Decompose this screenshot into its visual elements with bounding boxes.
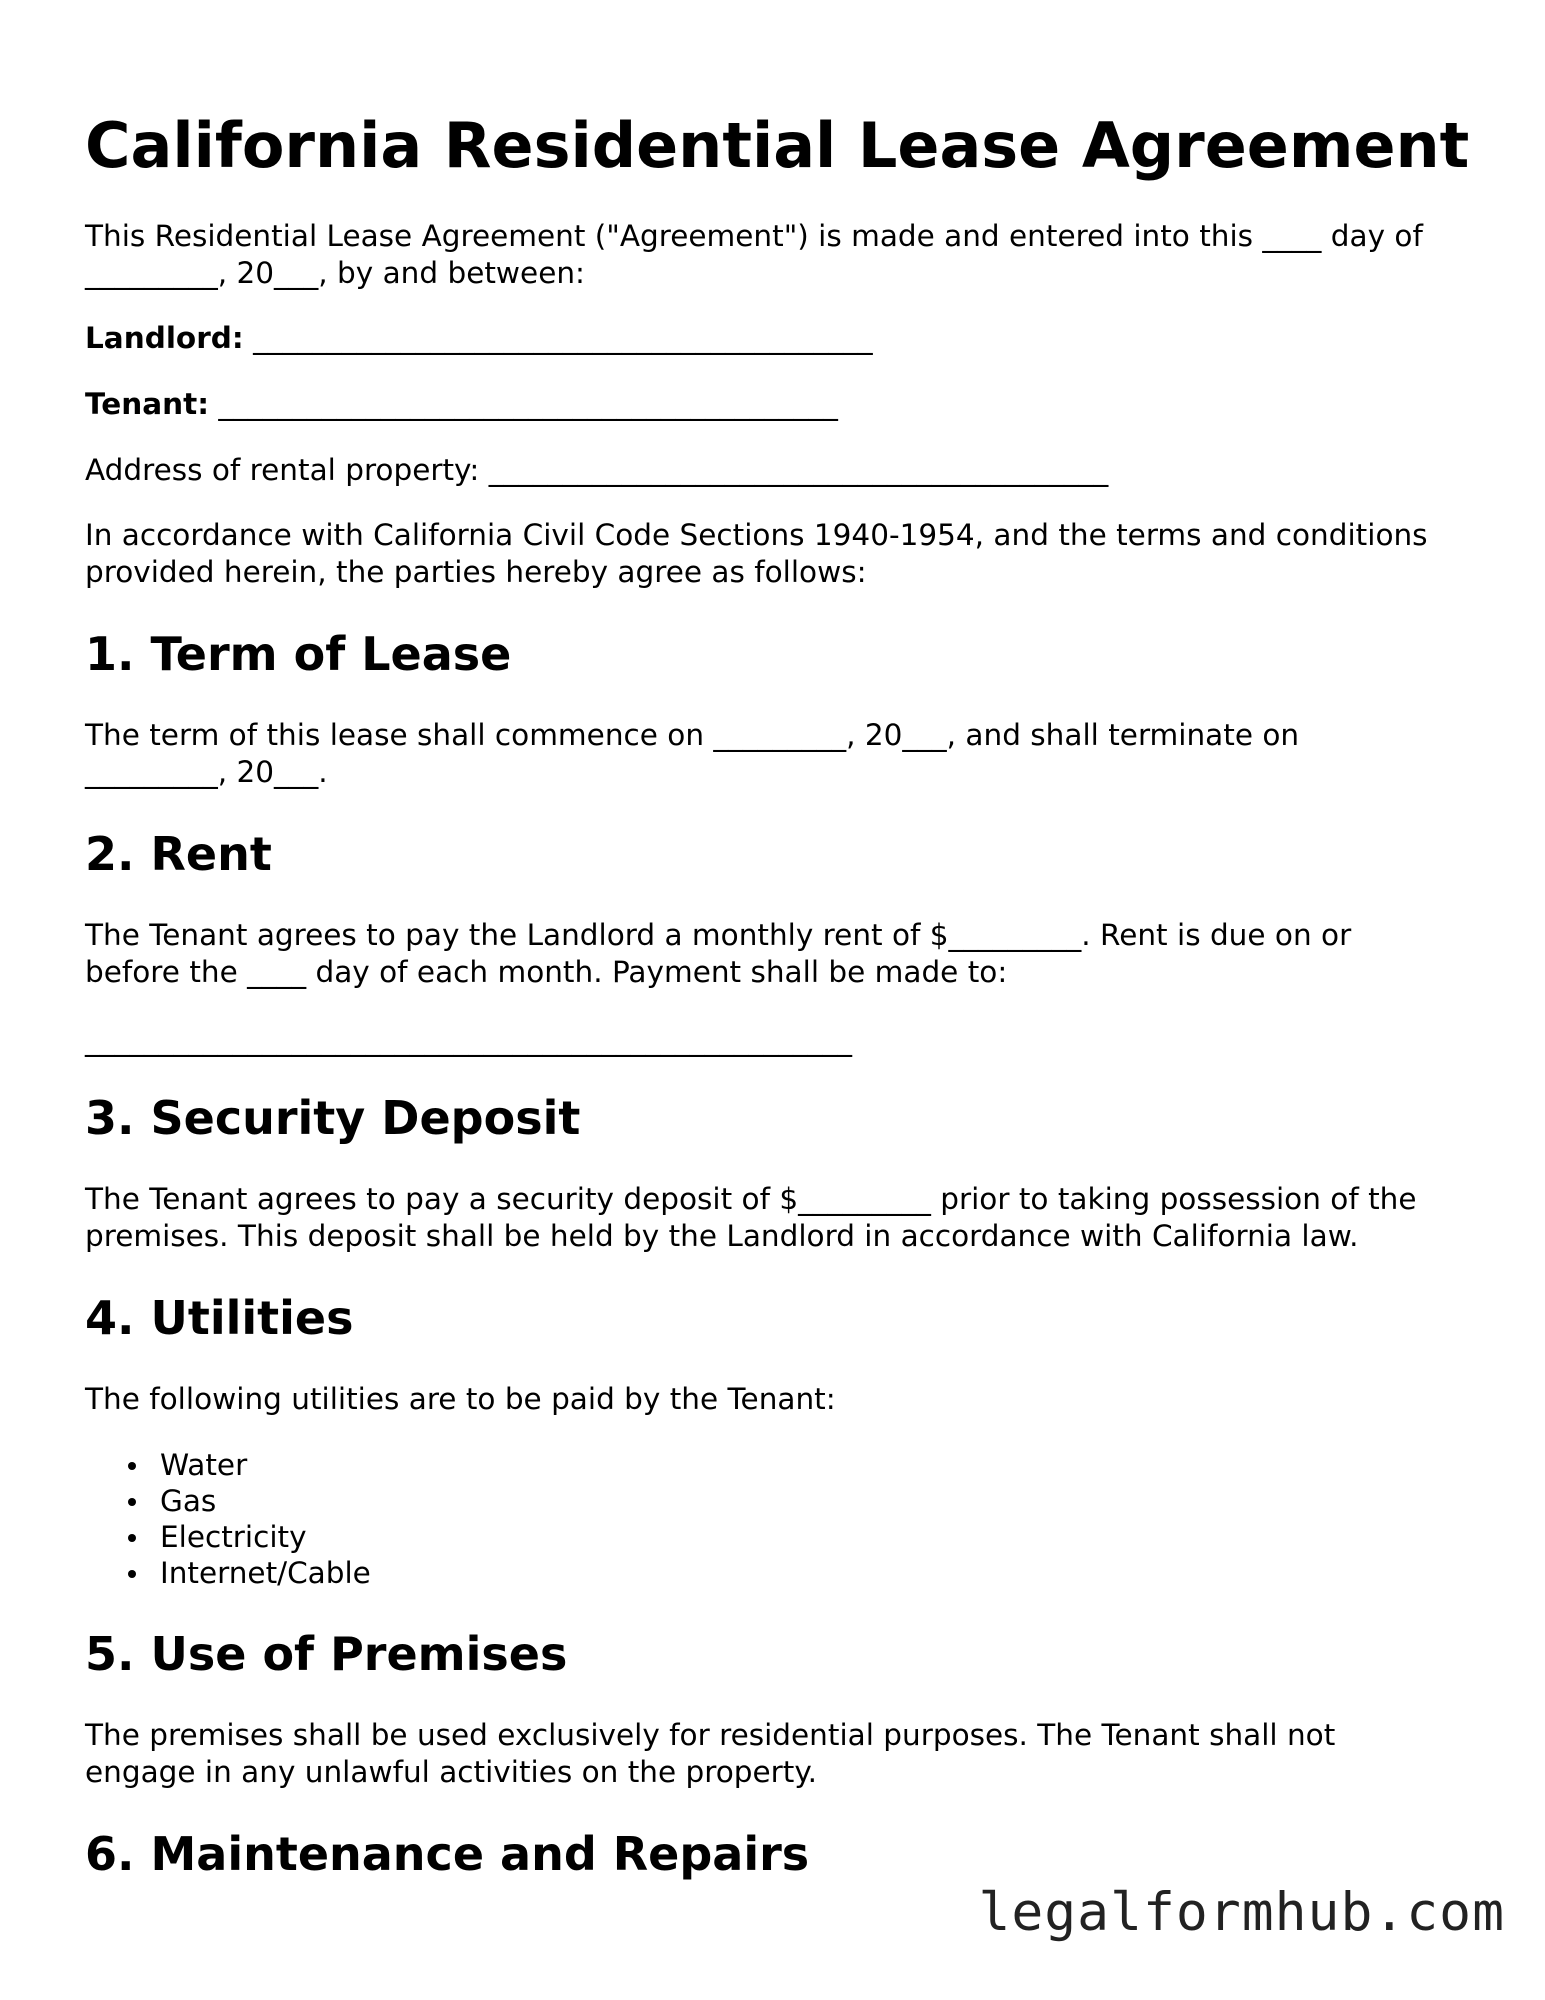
tenant-label: Tenant:: [85, 387, 210, 421]
address-label: Address of rental property:: [85, 453, 480, 487]
list-item: [85, 1519, 371, 1555]
landlord-line: [85, 320, 1470, 357]
utilities-list: [85, 1447, 371, 1591]
term-paragraph: [85, 717, 1470, 791]
deposit-line-1: The Tenant agrees to pay a security deposit of $_________ prior to taking possession of the: [85, 1182, 1417, 1216]
section-heading-utilities: 4. Utilities: [85, 1291, 354, 1345]
section-heading-maintenance: 6. Maintenance and Repairs: [85, 1827, 810, 1881]
deposit-line-2: premises. This deposit shall be held by the Landlord in accordance with California law.: [85, 1219, 1359, 1253]
accordance-line-1: In accordance with California Civil Code Sections 1940-1954, and the terms and conditions: [85, 518, 1428, 552]
use-line-2: engage in any unlawful activities on the property.: [85, 1755, 817, 1789]
address-blank: __________________________________________: [488, 453, 1109, 487]
list-item-text: Internet/Cable: [160, 1556, 371, 1590]
document-title: California Residential Lease Agreement: [85, 109, 1470, 182]
list-item-text: Electricity: [160, 1520, 307, 1554]
accordance-line-2: provided herein, the parties hereby agree as follows:: [85, 555, 867, 589]
intro-line-1: This Residential Lease Agreement ("Agreement") is made and entered into this ____ day of: [85, 219, 1423, 253]
bullet-icon: [128, 1570, 136, 1578]
watermark: legalformhub.com: [978, 1882, 1505, 1943]
rent-paragraph: [85, 917, 1470, 991]
use-paragraph: [85, 1717, 1470, 1791]
intro-line-2: _________, 20___, by and between:: [85, 256, 585, 290]
accordance-paragraph: [85, 517, 1470, 591]
list-item-text: Water: [160, 1448, 248, 1482]
section-heading-deposit: 3. Security Deposit: [85, 1091, 581, 1145]
rent-payee-blank: ____________________________________________________: [85, 1023, 852, 1057]
section-heading-term: 1. Term of Lease: [85, 627, 512, 681]
tenant-line: [85, 386, 1470, 423]
term-line-2: _________, 20___.: [85, 755, 328, 789]
use-line-1: The premises shall be used exclusively for residential purposes. The Tenant shall not: [85, 1718, 1336, 1752]
deposit-paragraph: [85, 1181, 1470, 1255]
list-item: [85, 1483, 371, 1519]
tenant-blank: __________________________________________: [218, 387, 838, 421]
section-heading-use: 5. Use of Premises: [85, 1627, 568, 1681]
bullet-icon: [128, 1534, 136, 1542]
bullet-icon: [128, 1462, 136, 1470]
term-line-1: The term of this lease shall commence on _________, 20___, and shall terminate on: [85, 718, 1300, 752]
landlord-label: Landlord:: [85, 321, 244, 355]
landlord-blank: __________________________________________: [253, 321, 873, 355]
rent-line-1: The Tenant agrees to pay the Landlord a monthly rent of $_________. Rent is due on or: [85, 918, 1352, 952]
intro-paragraph: [85, 218, 1470, 292]
list-item: [85, 1447, 371, 1483]
rent-line-2: before the ____ day of each month. Payment shall be made to:: [85, 955, 1008, 989]
section-heading-rent: 2. Rent: [85, 827, 272, 881]
list-item-text: Gas: [160, 1484, 217, 1518]
bullet-icon: [128, 1498, 136, 1506]
list-item: [85, 1555, 371, 1591]
address-line: [85, 452, 1470, 489]
utilities-intro: The following utilities are to be paid by the Tenant:: [85, 1382, 836, 1416]
